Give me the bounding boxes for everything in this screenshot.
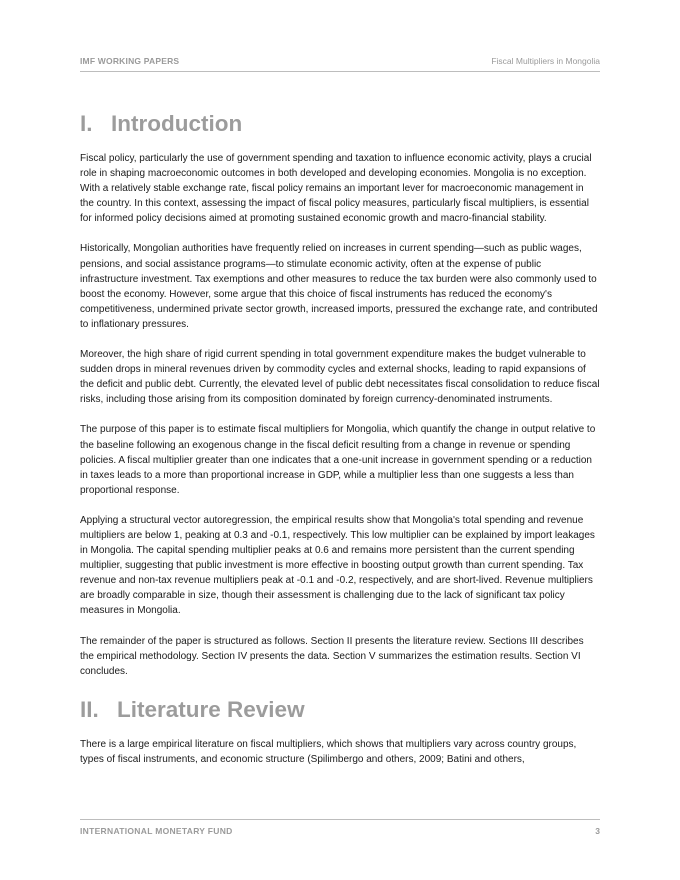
header-series-title: IMF WORKING PAPERS <box>80 56 180 66</box>
paragraph: The purpose of this paper is to estimate fiscal multipliers for Mongolia, which quantify the change in output relative to the baseline following an exogenous change in the fiscal deficit resulting from a change in revenue or spending policies. A fiscal multiplier greater than one indicates that a one-unit increase in government spending or a reduction in taxes leads to a more than proportional increase in GDP, while a multiplier less than one suggests a less than proportional response. <box>80 424 596 496</box>
section-literature-review <box>80 694 600 767</box>
section-heading-introduction <box>80 108 600 140</box>
section-title: Introduction <box>111 111 243 136</box>
header-paper-title: Fiscal Multipliers in Mongolia <box>491 56 600 66</box>
paragraph: Fiscal policy, particularly the use of government spending and taxation to influence economic activity, plays a crucial role in shaping macroeconomic outcomes in both developed and developing economies. Mongolia is no exception. With a relatively stable exchange rate, fiscal policy remains an important lever for macroeconomic management in the country. In this context, assessing the impact of fiscal policy measures, particularly fiscal multipliers, is essential for informed policy decisions aimed at promoting sustained economic growth and macro-financial stability. <box>80 153 592 225</box>
footer-publisher: INTERNATIONAL MONETARY FUND <box>80 826 233 836</box>
paragraph: The remainder of the paper is structured as follows. Section II presents the literature review. Sections III describes the empirical methodology. Section IV presents the data. Section V summarizes the estimation results. Section VI concludes. <box>80 635 584 677</box>
page-body <box>80 108 600 782</box>
section-introduction <box>80 108 600 679</box>
paragraph: Moreover, the high share of rigid current spending in total government expenditure makes the budget vulnerable to sudden drops in mineral revenues driven by commodity cycles and external shocks, leading to rapid expansions of the deficit and public debt. Currently, the elevated level of public debt necessitates fiscal consolidation to reduce fiscal risks, including those arising from its composition dominated by foreign currency-denominated instruments. <box>80 349 600 406</box>
paragraph: Applying a structural vector autoregression, the empirical results show that Mongolia's total spending and revenue multipliers are below 1, peaking at 0.3 and -0.1, respectively. This low multiplier can be explained by import leakages in Mongolia. The capital spending multiplier peaks at 0.6 and remains more persistent than the current spending multiplier, suggesting that public investment is more effective in boosting output growth than current spending. Tax revenue and non-tax revenue multipliers peak at -0.1 and -0.2, respectively, and are short-lived. Revenue multipliers are broadly comparable in size, though their assessment is challenging due to the lack of significant tax policy measures in Mongolia. <box>80 514 595 617</box>
section-title: Literature Review <box>117 696 305 722</box>
section-number: II. <box>80 696 99 722</box>
section-heading-literature-review <box>80 694 600 726</box>
paragraph: There is a large empirical literature on fiscal multipliers, which shows that multipliers vary across country groups, types of fiscal instruments, and economic structure (Spilimbergo and others, 2009; Batini and others, <box>80 738 577 765</box>
paragraph: Historically, Mongolian authorities have frequently relied on increases in current spending—such as public wages, pensions, and social assistance programs—to stimulate economic activity, often at the expense of public infrastructure investment. Tax exemptions and other measures to reduce the tax burden were also commonly used to boost the economy. However, some argue that this choice of fiscal instruments has reduced the economy's competitiveness, undermined private sector growth, increased imports, pressured the exchange rate, and contributed to inflationary pressures. <box>80 243 598 330</box>
page-number: 3 <box>595 826 600 836</box>
section-number: I. <box>80 111 93 136</box>
running-header <box>80 55 600 72</box>
running-footer <box>80 819 600 836</box>
